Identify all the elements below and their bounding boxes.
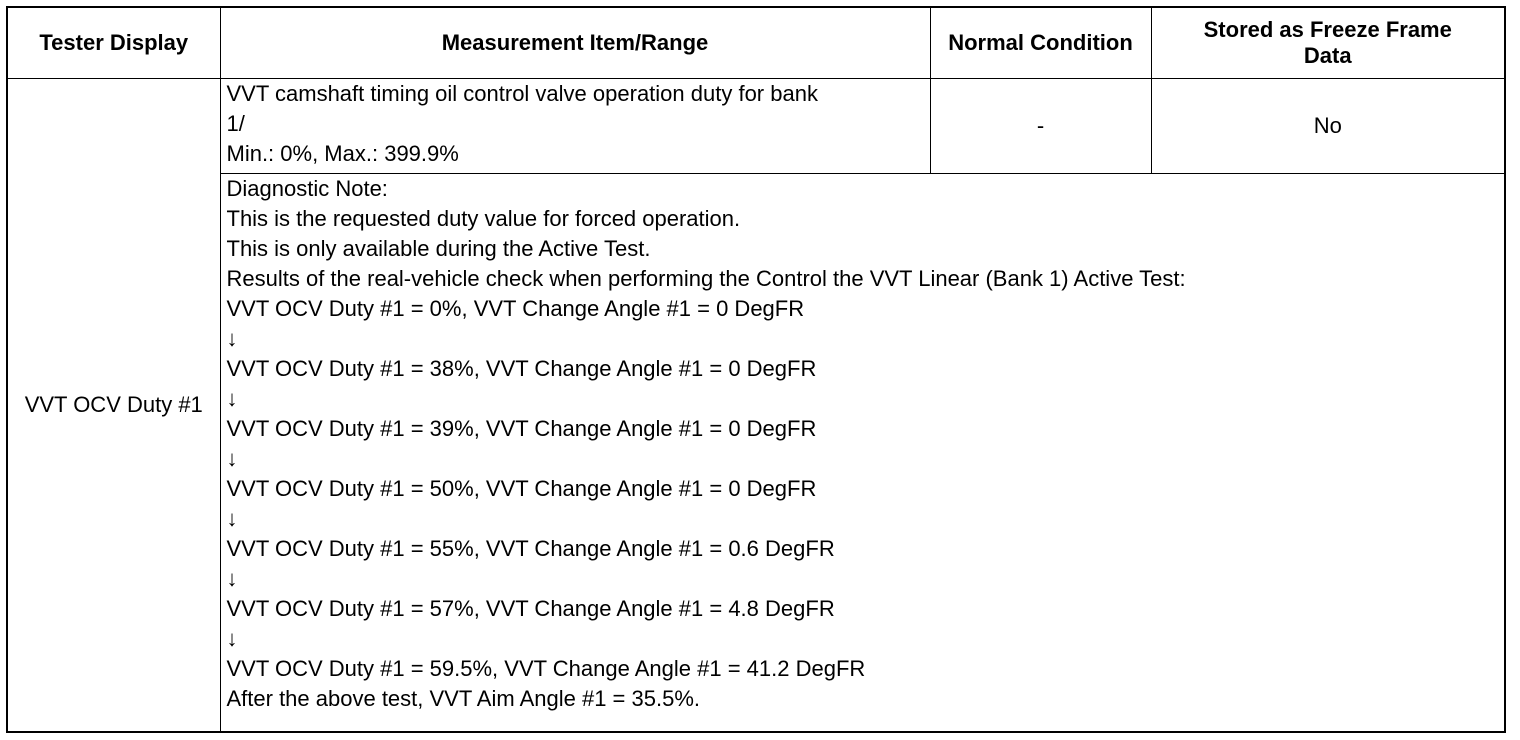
note-result-line: VVT OCV Duty #1 = 39%, VVT Change Angle #1 = 0 DegFR [226, 416, 817, 441]
header-row [7, 7, 1505, 79]
note-final-line: After the above test, VVT Aim Angle #1 = 35.5%. [226, 686, 700, 711]
note-line: This is the requested duty value for forced operation. [226, 206, 741, 231]
down-arrow-icon: ↓ [226, 386, 238, 411]
header-freeze-line-2: Data [1303, 43, 1352, 68]
down-arrow-icon: ↓ [226, 446, 238, 471]
tester-display-cell: VVT OCV Duty #1 [7, 79, 220, 733]
note-result-line: VVT OCV Duty #1 = 50%, VVT Change Angle #1 = 0 DegFR [226, 476, 817, 501]
note-line: This is only available during the Active Test. [226, 236, 651, 261]
note-result-line: VVT OCV Duty #1 = 0%, VVT Change Angle #1 = 0 DegFR [226, 296, 805, 321]
header-normal-condition: Normal Condition [930, 7, 1151, 79]
note-line: Results of the real-vehicle check when performing the Control the VVT Linear (Bank 1) Active Test: [226, 266, 1186, 291]
header-tester-display: Tester Display [7, 7, 220, 79]
note-result-line: VVT OCV Duty #1 = 57%, VVT Change Angle #1 = 4.8 DegFR [226, 596, 835, 621]
table-row [7, 79, 1505, 174]
spec-table [6, 6, 1506, 733]
note-title: Diagnostic Note: [226, 176, 388, 201]
header-measurement: Measurement Item/Range [220, 7, 930, 79]
header-freeze-frame [1151, 7, 1505, 79]
measurement-line-1: VVT camshaft timing oil control valve operation duty for bank [226, 81, 818, 106]
freeze-frame-cell: No [1151, 79, 1505, 174]
down-arrow-icon: ↓ [226, 506, 238, 531]
measurement-line-2: 1/ [226, 111, 245, 136]
note-row [7, 174, 1505, 733]
down-arrow-icon: ↓ [226, 626, 238, 651]
note-result-line: VVT OCV Duty #1 = 55%, VVT Change Angle #1 = 0.6 DegFR [226, 536, 835, 561]
normal-condition-cell: - [930, 79, 1151, 174]
down-arrow-icon: ↓ [226, 326, 238, 351]
measurement-line-3: Min.: 0%, Max.: 399.9% [226, 141, 459, 166]
down-arrow-icon: ↓ [226, 566, 238, 591]
header-freeze-line-1: Stored as Freeze Frame [1203, 17, 1452, 42]
note-result-line: VVT OCV Duty #1 = 59.5%, VVT Change Angle #1 = 41.2 DegFR [226, 656, 866, 681]
diagnostic-note-cell [220, 174, 1505, 733]
measurement-cell [220, 79, 930, 174]
note-result-line: VVT OCV Duty #1 = 38%, VVT Change Angle #1 = 0 DegFR [226, 356, 817, 381]
